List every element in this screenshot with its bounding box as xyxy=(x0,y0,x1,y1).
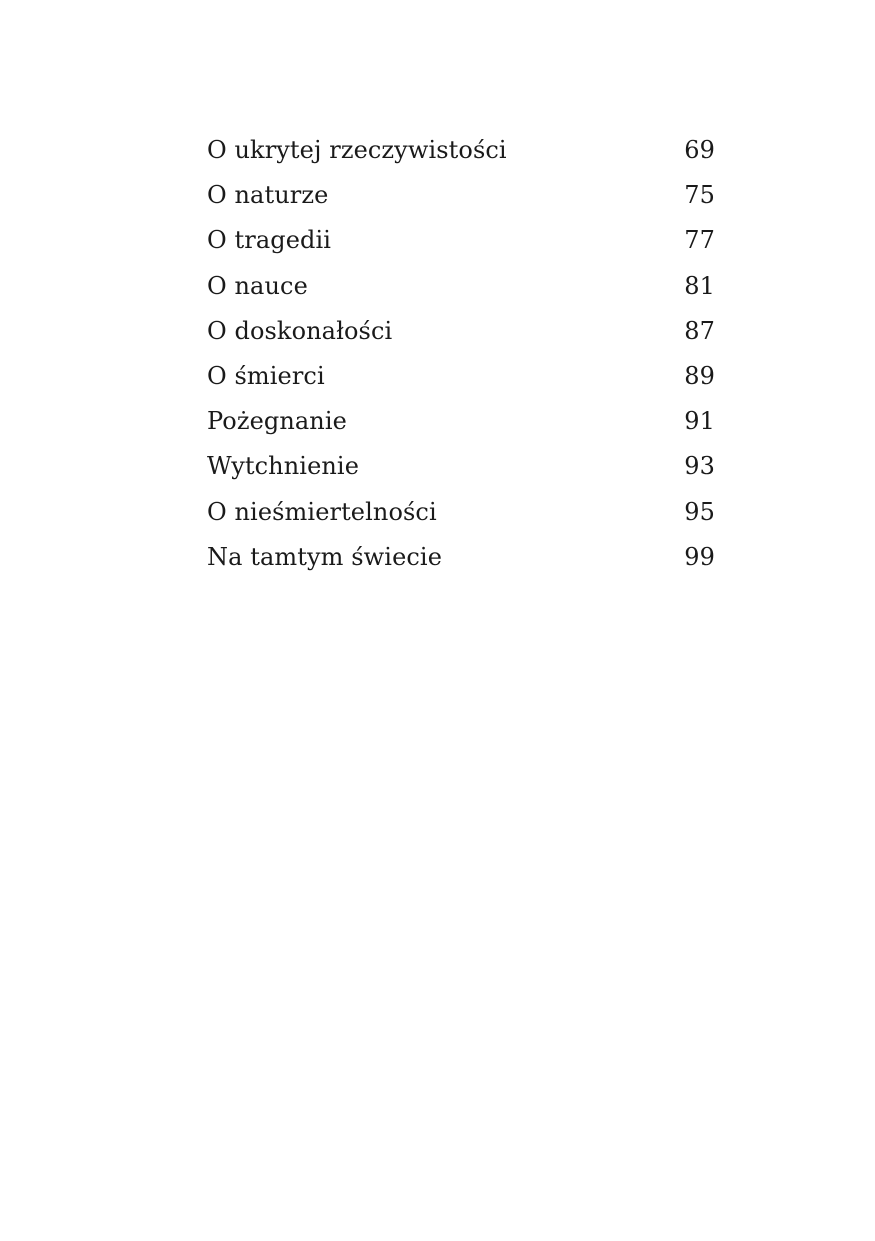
toc-entry xyxy=(207,226,715,271)
toc-entry-page: 89 xyxy=(684,361,715,390)
toc-entry-page: 69 xyxy=(684,136,715,164)
toc-entry-page: 95 xyxy=(684,497,715,526)
toc-entry xyxy=(207,452,715,497)
toc-entry-title: O tragedii xyxy=(207,226,332,255)
toc-entry-page: 87 xyxy=(684,316,715,345)
toc-entry-title: O naturze xyxy=(207,181,329,210)
toc-entry-title: O śmierci xyxy=(207,361,325,390)
toc-entry-title: Na tamtym świecie xyxy=(207,542,442,571)
toc-entry xyxy=(207,362,715,407)
toc-entry-title: O doskonałości xyxy=(207,316,393,345)
toc-entry-page: 99 xyxy=(684,542,715,571)
toc-entry xyxy=(207,407,715,452)
table-of-contents xyxy=(207,136,715,588)
toc-entry-title: O nauce xyxy=(207,271,308,300)
toc-entry xyxy=(207,317,715,362)
toc-entry-page: 93 xyxy=(684,452,715,481)
toc-entry xyxy=(207,543,715,588)
toc-entry-page: 77 xyxy=(684,226,715,255)
toc-entry-title: O ukrytej rzeczywistości xyxy=(207,136,507,164)
toc-entry-page: 81 xyxy=(684,271,715,300)
toc-entry xyxy=(207,181,715,226)
toc-entry xyxy=(207,498,715,543)
toc-entry xyxy=(207,136,715,181)
toc-entry-title: O nieśmiertelności xyxy=(207,497,437,526)
toc-entry-page: 75 xyxy=(684,181,715,210)
toc-entry-page: 91 xyxy=(684,407,715,436)
toc-entry-title: Wytchnienie xyxy=(207,452,360,481)
toc-entry xyxy=(207,272,715,317)
toc-entry-title: Pożegnanie xyxy=(207,407,347,436)
